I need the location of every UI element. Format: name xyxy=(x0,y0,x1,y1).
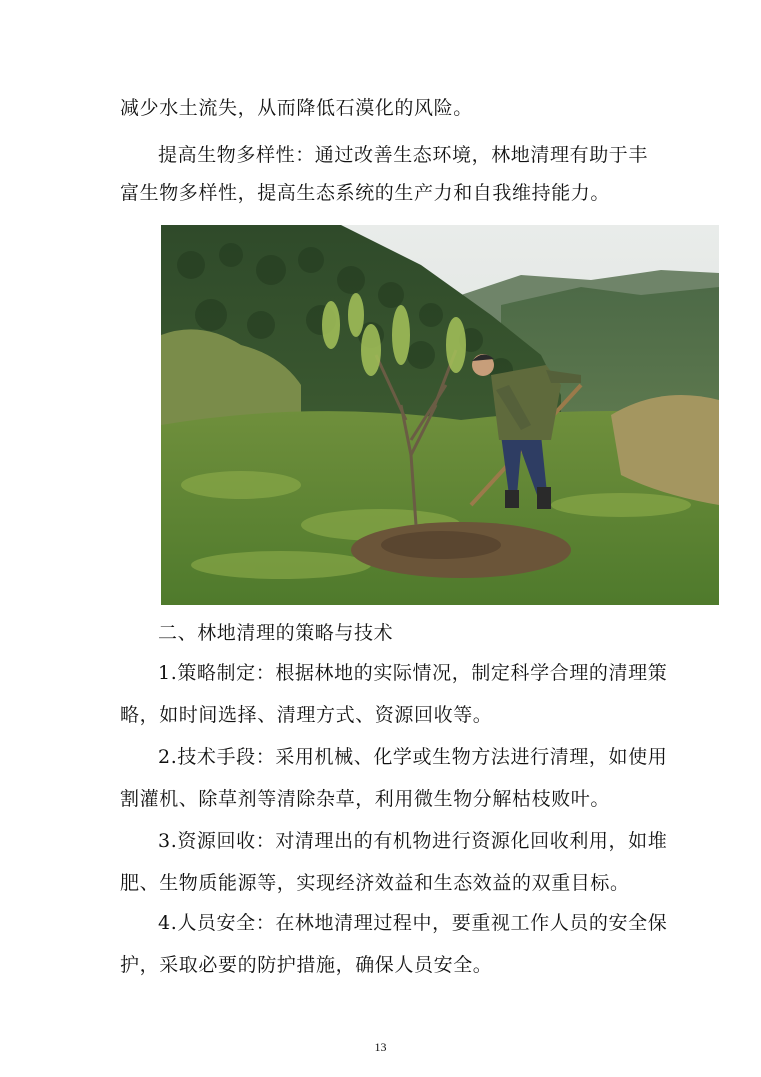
biodiversity-line-1: 提高生物多样性：通过改善生态环境，林地清理有助于丰 xyxy=(158,144,649,166)
section-heading: 二、林地清理的策略与技术 xyxy=(158,622,394,644)
item-1-line-2: 略，如时间选择、清理方式、资源回收等。 xyxy=(120,704,493,726)
page-number: 13 xyxy=(374,1040,387,1054)
item-3-line-1: 3.资源回收：对清理出的有机物进行资源化回收利用，如堆 xyxy=(158,830,668,852)
item-1-line-1: 1.策略制定：根据林地的实际情况，制定科学合理的清理策 xyxy=(158,662,668,684)
item-4-line-1: 4.人员安全：在林地清理过程中，要重视工作人员的安全保 xyxy=(158,912,668,934)
item-2-line-1: 2.技术手段：采用机械、化学或生物方法进行清理，如使用 xyxy=(158,746,668,768)
item-3-line-2: 肥、生物质能源等，实现经济效益和生态效益的双重目标。 xyxy=(120,872,630,894)
paragraph-continuation: 减少水土流失，从而降低石漠化的风险。 xyxy=(120,97,473,119)
item-2-line-2: 割灌机、除草剂等清除杂草，利用微生物分解枯枝败叶。 xyxy=(120,788,611,810)
forest-clearing-photo xyxy=(161,225,719,605)
item-4-line-2: 护，采取必要的防护措施，确保人员安全。 xyxy=(120,954,493,976)
biodiversity-line-2: 富生物多样性，提高生态系统的生产力和自我维持能力。 xyxy=(120,182,611,204)
